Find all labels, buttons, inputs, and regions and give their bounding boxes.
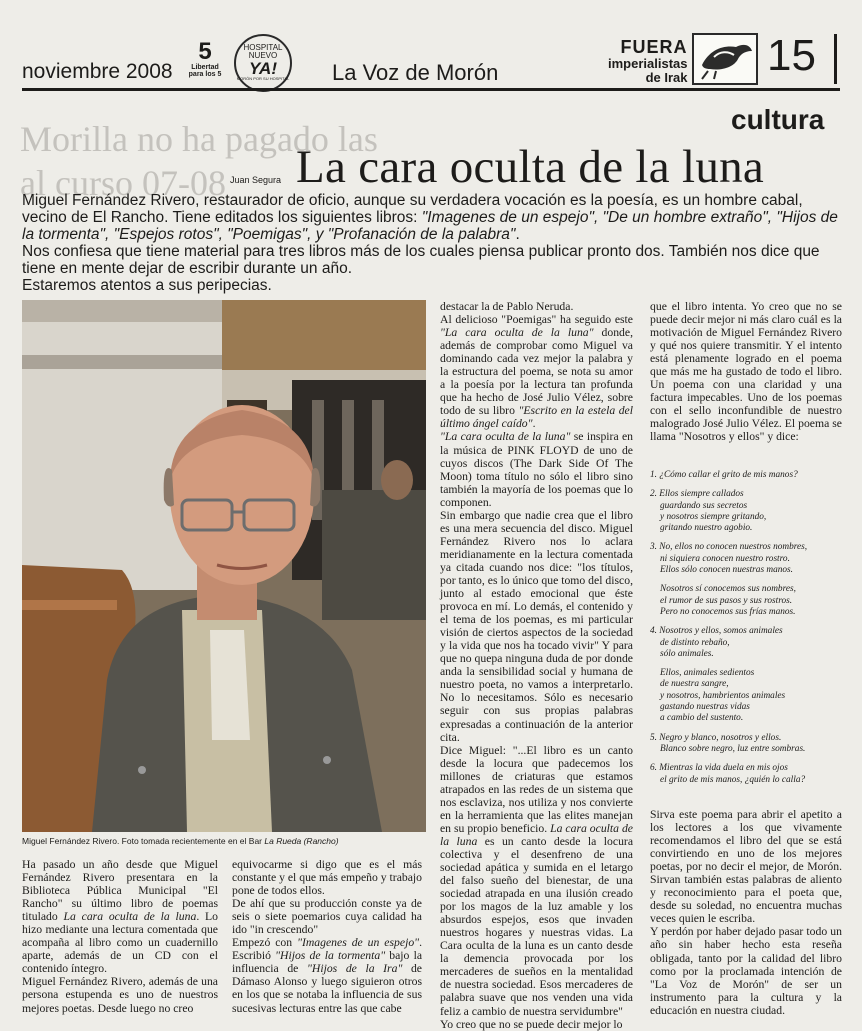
col3-paragraph-4: Sin embargo que nadie crea que el libro es una mera secuencia del disco. Miguel Fernández Rivero nos lo aclara meridianamente en la lectura comentada ya citada cuando nos dice: "los títulos, por tanto, es lo único que tomo del disco, junto al estado emocional que éste provoca en mí. Lo demás, el contenido y el tema de los poemas, es mi particular visión de ciertos aspectos de la sociedad y la vida que nos ha tocado vivir" Y para que no quepa ninguna duda de por donde anda la sensibilidad social y humana de nuestro poeta, no vamos a interpretarlo. No lo necesitamos. Sólo es necesario seguir con sus propias palabras expresadas a continuación de la anterior cita. xyxy=(440,508,633,744)
newspaper-name: La Voz de Morón xyxy=(332,60,499,85)
col1-book-title: La cara oculta de la luna xyxy=(63,910,197,924)
poem-line: 2. Ellos siempre callados xyxy=(650,489,744,500)
libertad-text: Libertad para los 5 xyxy=(188,64,222,78)
col2-title-2: "Hijos de la tormenta" xyxy=(275,949,386,963)
col3-title-4: La cara oculta de la luna xyxy=(440,821,633,848)
col2-paragraph-3 xyxy=(232,936,422,1014)
poem-line: guardando sus secretos xyxy=(660,500,748,511)
article-column-4 xyxy=(650,300,842,444)
col3-paragraph-1: destacar la de Pablo Neruda. xyxy=(440,300,574,313)
libertad-logo xyxy=(185,40,225,78)
lead-text-end: . xyxy=(515,226,520,243)
col1-text-end: . Lo hizo mediante una lectura comentada que acompaña al libro como un cuadernillo aparte, además de un CD con el contenido íntegro. xyxy=(22,910,219,976)
col3-paragraph-3 xyxy=(440,430,633,508)
poem-stanza xyxy=(650,470,842,481)
caption-text: Miguel Fernández Rivero. Foto tomada recientemente en el Bar xyxy=(22,836,265,846)
col3-text-f: es un canto desde la locura colectiva y el desenfreno de una sociedad apática y sumida en el letargo del falso sueño del bienestar, de una sociedad atrapada en una ilusión creado por los magos de la luz amable y los absurdos espejos, esos que invaden nuestros hogares y nuestras vidas. La Cara oculta de la luna es un canto desde la demencia provocada por los mercaderes de sueños en la mentalidad de nuestra sociedad. Esos mercaderes de palabra suave que nos venden una vida feliz a cambio de nuestra servidumbre" xyxy=(440,834,633,1018)
lead-text: Miguel Fernández Rivero, restaurador de oficio, aunque su verdadera vocación es la poesía, es un hombre cabal, vecino de El Rancho. Tiene editados los siguientes libros: xyxy=(22,192,803,226)
article-column-1 xyxy=(22,858,218,1015)
poem-line: y nosotros siempre gritando, xyxy=(660,511,767,522)
col2-text-d: de Dámaso Alonso y luego siguieron otros en los que se notaba la influencia de sus sucesivas lecturas entre las que cabe xyxy=(232,962,422,1015)
poem-stanza xyxy=(650,584,842,618)
author-photo xyxy=(22,300,426,832)
dove-icon xyxy=(692,33,758,85)
article-column-2 xyxy=(232,858,422,1015)
col3-text-d: se inspira en la música de PINK FLOYD de uno de cuyos discos (The Dark Side Of The Moon) toma título no sólo el libro sino también la mayoría de los poemas que lo componen. xyxy=(440,430,634,509)
col3-paragraph-2 xyxy=(440,313,633,430)
col1-text: Ha pasado un año desde que Miguel Fernández Rivero presentara en la Biblioteca Pública Municipal "El Rancho" su último libro de poemas titulado xyxy=(22,858,218,924)
poem-line: 3. No, ellos no conocen nuestros nombres, xyxy=(650,542,808,553)
fuera-line3: de Irak xyxy=(645,69,688,85)
poem-line: gritando nuestro agobio. xyxy=(660,523,753,534)
col3-paragraph-6: Yo creo que no se puede decir mejor lo xyxy=(440,1017,623,1031)
poem-line: a cambio del sustento. xyxy=(660,713,744,724)
col4-paragraph-2: Sirva este poema para abrir el apetito a los lectores a los que vivamente recomendamos el libro del que se está convirtiendo en uno de los mejores poetas, por no decir el mejor, de Morón. Sirvan también estas palabras de aliento y reconocimiento para el poeta que, desde su soledad, no encuentra muchas veces quien le escriba. xyxy=(650,808,842,926)
col2-text-a: Empezó con xyxy=(232,936,298,950)
lead-paragraph-1 xyxy=(22,192,842,243)
poem-line: Pero no conocemos sus frías manos. xyxy=(660,606,796,617)
fuera-line1: FUERA xyxy=(620,37,688,57)
hospital-seal-line3: YA! xyxy=(248,59,277,78)
headline: La cara oculta de la luna xyxy=(296,141,765,193)
ghost-line2: al curso 07-08 xyxy=(20,163,226,203)
poem-stanza xyxy=(650,542,842,576)
lead-book-titles: "Imagenes de un espejo", "De un hombre extraño", "Hijos de la tormenta", "Espejos rotos", "Poemigas", y "Profanación de la palabra" xyxy=(22,209,838,243)
issue-date: noviembre 2008 xyxy=(22,60,173,83)
col1-paragraph-2: Miguel Fernández Rivero, además de una persona estupenda es uno de nuestros mejores poetas. Desde luego no creo xyxy=(22,975,218,1015)
col4-paragraph-1: que el libro intenta. Yo creo que no se puede decir mejor ni más claro cuál es la motivación de Miguel Fernández Rivero y qué nos quiere transmitir. Y el intento está plenamente logrado en el poema que más me ha gustado de todo el libro. Un poema con una claridad y una factura impecables. Uno de los poemas con el sello inconfundible de nuestro malogrado José Julio Vélez. El poema se llama "Nosotros y ellos" y dice: xyxy=(650,300,842,444)
poem-line: y nosotros, hambrientos animales xyxy=(660,690,786,701)
section-title: cultura xyxy=(731,104,825,135)
poem-stanza xyxy=(650,668,842,724)
poem-line: de nuestra sangre, xyxy=(660,679,729,690)
caption-place: La Rueda (Rancho) xyxy=(264,836,339,846)
poem-stanza xyxy=(650,626,842,660)
poem-line: Blanco sobre negro, luz entre sombras. xyxy=(660,743,806,754)
col2-paragraph-1: equivocarme si digo que es el más constante y el que más empeño y trabajo pone de todos ellos. xyxy=(232,858,422,898)
col3-text-a: Al delicioso "Poemigas" ha seguido este xyxy=(440,313,633,327)
article-column-4-end xyxy=(650,808,842,1017)
article-column-3 xyxy=(440,300,633,1031)
photo-caption xyxy=(22,836,426,846)
poem-line: Ellos, animales sedientos xyxy=(660,668,755,679)
poem-line: gastando nuestras vidas xyxy=(660,702,750,713)
poem-stanza xyxy=(650,489,842,534)
col2-title-1: "Imagenes de un espejo" xyxy=(297,936,420,950)
col1-paragraph-1 xyxy=(22,858,218,975)
hospital-seal xyxy=(234,34,292,92)
col3-title-3: "La cara oculta de la luna" xyxy=(440,430,571,444)
byline: Juan Segura xyxy=(230,175,282,185)
col3-title-1: "La cara oculta de la luna" xyxy=(440,326,594,340)
masthead xyxy=(22,30,840,92)
poem-stanza xyxy=(650,733,842,756)
poem-line: sólo animales. xyxy=(660,648,714,659)
article-lead xyxy=(22,192,842,294)
hospital-seal-line4: MORÓN POR SU HOSPITAL xyxy=(236,76,290,81)
fuera-line2: imperialistas xyxy=(608,55,688,71)
page-number-bar xyxy=(834,34,837,84)
col2-paragraph-2: De ahí que su producción conste ya de seis o siete poemarios cuya calidad ha ido "in crescendo" xyxy=(232,897,422,937)
page-number: 15 xyxy=(767,31,816,80)
hospital-seal-line2: NUEVO xyxy=(248,51,278,60)
poem-line: de distinto rebaño, xyxy=(660,637,730,648)
col4-paragraph-3: Y perdón por haber dejado pasar todo un año sin haber hecho esta reseña obligada, tanto por la calidad del libro como por la proclamada intención de "La Voz de Morón" de ser un instrumento para la cultura y la educación en nuestra ciudad. xyxy=(650,925,842,1017)
col2-text-c: bajo la influencia de xyxy=(232,949,423,976)
poem-line: 1. ¿Cómo callar el grito de mis manos? xyxy=(650,470,798,480)
hospital-seal-line1: HOSPITAL xyxy=(243,43,283,52)
col2-title-3: "Hijos de la Ira" xyxy=(306,962,403,976)
col3-paragraph-5 xyxy=(440,744,633,1018)
masthead-rule xyxy=(22,88,840,91)
lead-paragraph-2: Nos confiesa que tiene material para tres libros más de los cuales piensa publicar pronto dos. También nos dice que tiene en mente dejar de escribir durante un año. xyxy=(22,243,820,277)
poem-line: el rumor de sus pasos y sus rostros. xyxy=(660,595,793,606)
col3-title-2: "Escrito en la estela del último ángel caído" xyxy=(440,404,633,431)
poem-line: 5. Negro y blanco, nosotros y ellos. xyxy=(650,732,782,743)
poem-line: el grito de mis manos, ¿quién lo calla? xyxy=(660,774,806,785)
col3-text-c: . xyxy=(532,417,536,431)
poem-line: 4. Nosotros y ellos, somos animales xyxy=(650,626,783,637)
ghost-line1: Morilla no ha pagado las xyxy=(20,119,378,159)
poem-line: ni siquiera conocen nuestro rostro. xyxy=(660,553,790,564)
poem-nosotros-y-ellos xyxy=(650,470,842,794)
fuera-slogan xyxy=(608,38,688,84)
col2-text-b: . Escribió xyxy=(232,936,422,963)
poem-line: 6. Mientras la vida duela en mis ojos xyxy=(650,763,788,774)
col3-text-b: donde, además de comprobar como Miguel va dominando cada vez mejor la palabra y la estructura del poema, se nota su amor a la poesía por la lectura tan profunda que ha hecho de José Julio Vélez, sobre todo de su libro xyxy=(440,326,633,418)
col3-text-e: Dice Miguel: "...El libro es un canto desde la locura que padecemos los millones de criaturas que estamos atrapados en las redes de un sistema que nos esclaviza, nos utiliza y nos convierte en la herramienta que las elites manejan en su propio beneficio. xyxy=(440,743,633,835)
poem-line: Nosotros sí conocemos sus nombres, xyxy=(660,584,796,595)
poem-stanza xyxy=(650,763,842,786)
poem-line: Ellos sólo conocen nuestras manos. xyxy=(660,565,793,576)
lead-paragraph-3: Estaremos atentos a sus peripecias. xyxy=(22,277,272,294)
libertad-number: 5 xyxy=(198,38,212,65)
